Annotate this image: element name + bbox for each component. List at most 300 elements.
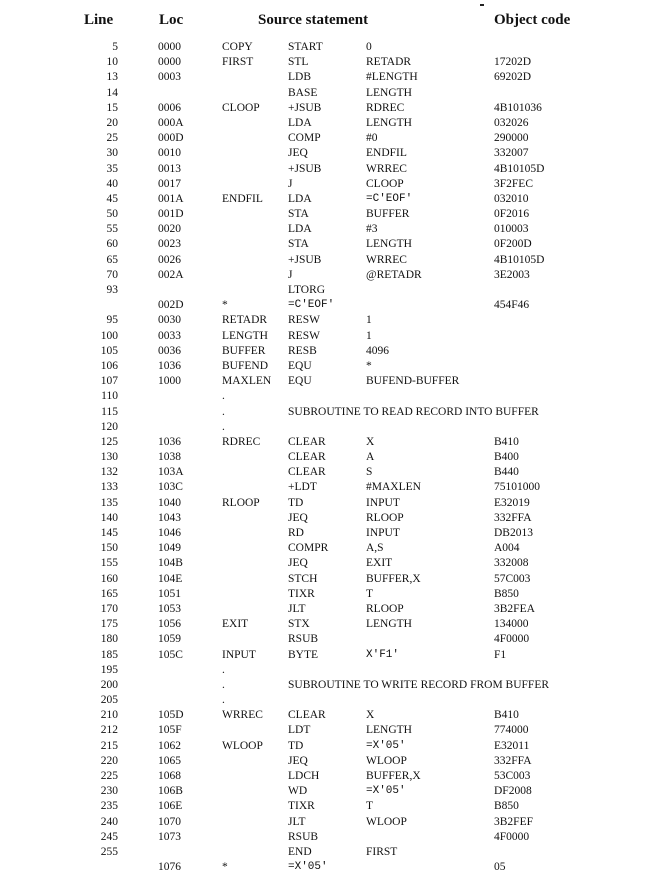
- line-number: 185: [100, 648, 118, 661]
- line-number: 130: [100, 451, 118, 464]
- opcode: WD: [288, 785, 308, 798]
- opcode: +JSUB: [288, 162, 322, 175]
- listing-row: [0, 830, 667, 845]
- operand: T: [366, 800, 374, 813]
- object-code: 4F0000: [494, 633, 530, 646]
- object-code: E32019: [494, 496, 530, 509]
- opcode: END: [288, 845, 312, 858]
- line-number: 20: [106, 116, 118, 129]
- line-number: 70: [106, 268, 118, 281]
- object-code: 032010: [494, 192, 529, 205]
- operand: A,S: [366, 542, 384, 555]
- opcode: LDA: [288, 116, 312, 129]
- location: 0023: [158, 238, 181, 251]
- listing-row: [0, 313, 667, 328]
- operand: LENGTH: [366, 238, 412, 251]
- operand: LENGTH: [366, 618, 412, 631]
- opcode: TD: [288, 496, 304, 509]
- line-number: 95: [106, 314, 118, 327]
- opcode: BASE: [288, 86, 318, 99]
- line-number: 150: [100, 542, 118, 555]
- object-code: E32011: [494, 739, 530, 752]
- opcode: RESW: [288, 329, 320, 342]
- opcode: BYTE: [288, 648, 319, 661]
- opcode: EQU: [288, 359, 312, 372]
- listing-row: [0, 450, 667, 465]
- opcode: J: [288, 268, 293, 281]
- listing-row: [0, 723, 667, 738]
- line-number: 60: [106, 238, 118, 251]
- operand: @RETADR: [366, 268, 422, 281]
- line-number: 170: [100, 602, 118, 615]
- line-number: 107: [100, 375, 118, 388]
- location: 1068: [158, 770, 181, 782]
- operand: 0: [366, 41, 372, 53]
- header-object-code: Object code: [494, 12, 571, 28]
- line-number: 5: [112, 41, 118, 53]
- line-number: 110: [101, 390, 118, 403]
- opcode: TIXR: [288, 800, 315, 813]
- listing-row: [0, 526, 667, 541]
- label: FIRST: [222, 56, 254, 69]
- operand: EXIT: [366, 557, 393, 570]
- listing-row: [0, 40, 667, 55]
- operand: BUFFER,X: [366, 770, 421, 782]
- object-code: 774000: [494, 724, 529, 737]
- line-number: 175: [100, 618, 118, 631]
- operand: X: [366, 435, 375, 448]
- location: 0010: [158, 147, 181, 160]
- operand: LENGTH: [366, 86, 412, 99]
- line-number: 200: [100, 678, 118, 691]
- object-code: DF2008: [494, 785, 532, 798]
- line-number: 40: [106, 177, 118, 190]
- object-code: 290000: [494, 132, 529, 145]
- object-code: 032026: [494, 116, 529, 129]
- opcode: RSUB: [288, 830, 319, 843]
- opcode: CLEAR: [288, 709, 326, 722]
- line-number: 155: [100, 557, 118, 570]
- location: 103A: [158, 466, 184, 479]
- line-number: 105: [100, 344, 118, 357]
- opcode: TIXR: [288, 587, 315, 600]
- listing-row: [0, 405, 667, 420]
- line-number: 93: [106, 284, 118, 296]
- opcode: EQU: [288, 375, 312, 388]
- object-code: 69202D: [494, 71, 532, 84]
- listing-row: [0, 222, 667, 237]
- line-number: 106: [100, 359, 118, 372]
- object-code: A004: [494, 542, 520, 555]
- object-code: DB2013: [494, 527, 533, 539]
- listing-row: [0, 86, 667, 101]
- opcode: CLEAR: [288, 451, 326, 464]
- line-number: 140: [100, 511, 118, 524]
- label: .: [222, 420, 225, 433]
- location: 1056: [158, 618, 181, 631]
- label: .: [222, 663, 225, 676]
- label: *: [222, 299, 228, 312]
- opcode: JEQ: [288, 557, 308, 570]
- listing-row: [0, 739, 667, 754]
- operand: #0: [366, 132, 378, 145]
- line-number: 225: [100, 770, 118, 782]
- listing-row: [0, 101, 667, 116]
- object-code: 05: [494, 861, 506, 874]
- location: 002A: [158, 268, 184, 281]
- line-number: 212: [100, 724, 118, 737]
- location: 106B: [158, 785, 183, 798]
- opcode: LTORG: [288, 284, 326, 296]
- object-code: B850: [494, 587, 519, 600]
- listing-row: [0, 298, 667, 313]
- location: 1040: [158, 496, 181, 509]
- operand: LENGTH: [366, 724, 412, 737]
- operand: CLOOP: [366, 177, 404, 190]
- listing-row: [0, 70, 667, 85]
- listing-row: [0, 359, 667, 374]
- object-code: 134000: [494, 618, 529, 631]
- opcode: STCH: [288, 572, 318, 585]
- location: 001D: [158, 208, 184, 221]
- listing-row: [0, 192, 667, 207]
- object-code: B440: [494, 466, 519, 479]
- location: 0006: [158, 101, 181, 114]
- listing-row: [0, 754, 667, 769]
- listing-row: [0, 632, 667, 647]
- line-number: 220: [100, 754, 118, 767]
- header-line: Line: [84, 12, 114, 28]
- opcode: SUBROUTINE TO READ RECORD INTO BUFFER: [288, 405, 539, 418]
- location: 1073: [158, 830, 181, 843]
- opcode: JLT: [288, 815, 306, 828]
- operand: BUFFER,X: [366, 572, 421, 585]
- operand: 1: [366, 329, 372, 342]
- line-number: 15: [106, 101, 118, 114]
- location: 0013: [158, 162, 181, 175]
- operand: LENGTH: [366, 116, 412, 129]
- opcode: LDB: [288, 71, 311, 84]
- listing-row: [0, 480, 667, 495]
- listing-row: [0, 784, 667, 799]
- object-code: 3B2FEF: [494, 815, 533, 828]
- line-number: 205: [100, 694, 118, 707]
- listing-row: [0, 329, 667, 344]
- opcode: =X'05': [288, 861, 328, 874]
- opcode: J: [288, 177, 293, 190]
- listing-row: [0, 465, 667, 480]
- line-number: 100: [100, 329, 118, 342]
- operand: RDREC: [366, 101, 405, 114]
- listing-row: [0, 496, 667, 511]
- label: RLOOP: [222, 496, 260, 509]
- object-code: 3E2003: [494, 268, 530, 281]
- object-code: 332007: [494, 147, 529, 160]
- operand: *: [366, 359, 372, 372]
- line-number: 215: [100, 739, 118, 752]
- listing-row: [0, 389, 667, 404]
- label: BUFEND: [222, 359, 269, 372]
- operand: WLOOP: [366, 815, 407, 828]
- line-number: 125: [100, 435, 118, 448]
- listing-row: [0, 602, 667, 617]
- listing-row: [0, 845, 667, 860]
- listing-row: [0, 435, 667, 450]
- object-code: B410: [494, 435, 519, 448]
- listing-row: [0, 617, 667, 632]
- line-number: 30: [106, 147, 118, 160]
- label: .: [222, 390, 225, 403]
- line-number: 210: [100, 709, 118, 722]
- listing-row: [0, 815, 667, 830]
- listing-row: [0, 678, 667, 693]
- listing-row: [0, 237, 667, 252]
- label: WRREC: [222, 709, 263, 722]
- operand: RLOOP: [366, 511, 404, 524]
- header-source-statement: Source statement: [258, 12, 369, 28]
- location: 103C: [158, 481, 183, 494]
- listing-row: [0, 55, 667, 70]
- location: 106E: [158, 800, 183, 813]
- location: 0020: [158, 223, 181, 236]
- opcode: COMP: [288, 132, 321, 145]
- opcode: STA: [288, 238, 309, 251]
- location: 0017: [158, 177, 181, 190]
- object-code: B850: [494, 800, 519, 813]
- location: 0036: [158, 344, 181, 357]
- operand: INPUT: [366, 496, 400, 509]
- object-code: 332FFA: [494, 511, 532, 524]
- location: 1049: [158, 542, 181, 555]
- object-code: 53C003: [494, 770, 531, 782]
- location: 104B: [158, 557, 183, 570]
- listing-row: [0, 799, 667, 814]
- opcode: RESB: [288, 344, 317, 357]
- opcode: JLT: [288, 602, 306, 615]
- line-number: 145: [100, 527, 118, 539]
- opcode: STL: [288, 56, 309, 69]
- location: 1059: [158, 633, 181, 646]
- program-listing: [0, 40, 667, 875]
- opcode: LDT: [288, 724, 311, 737]
- opcode: =C'EOF': [288, 299, 335, 312]
- opcode: SUBROUTINE TO WRITE RECORD FROM BUFFER: [288, 678, 550, 691]
- label: INPUT: [222, 648, 256, 661]
- object-code: 4B10105D: [494, 253, 545, 266]
- object-code: 0F200D: [494, 238, 532, 251]
- location: 002D: [158, 299, 184, 312]
- line-number: 55: [106, 223, 118, 236]
- opcode: JEQ: [288, 754, 308, 767]
- object-code: F1: [494, 648, 507, 661]
- label: CLOOP: [222, 101, 260, 114]
- label: .: [222, 678, 225, 691]
- operand: RLOOP: [366, 602, 404, 615]
- label: EXIT: [222, 618, 249, 631]
- label: RDREC: [222, 435, 261, 448]
- line-number: 45: [106, 192, 118, 205]
- listing-row: [0, 268, 667, 283]
- label: *: [222, 861, 228, 874]
- operand: BUFFER: [366, 208, 410, 221]
- object-code: B410: [494, 709, 519, 722]
- operand: 4096: [366, 344, 389, 357]
- listing-row: [0, 162, 667, 177]
- location: 105D: [158, 709, 184, 722]
- location: 1065: [158, 754, 181, 767]
- opcode: RD: [288, 527, 304, 539]
- object-code: 75101000: [494, 481, 540, 494]
- listing-row: [0, 420, 667, 435]
- listing-row: [0, 207, 667, 222]
- object-code: 3B2FEA: [494, 602, 535, 615]
- object-code: 332FFA: [494, 754, 532, 767]
- line-number: 165: [100, 587, 118, 600]
- location: 000A: [158, 116, 184, 129]
- line-number: 195: [100, 663, 118, 676]
- line-number: 135: [100, 496, 118, 509]
- label: BUFFER: [222, 344, 266, 357]
- location: 001A: [158, 192, 184, 205]
- operand: INPUT: [366, 527, 400, 539]
- operand: S: [366, 466, 373, 479]
- location: 0033: [158, 329, 181, 342]
- object-code: 454F46: [494, 299, 530, 312]
- label: ENDFIL: [222, 192, 263, 205]
- location: 1051: [158, 587, 181, 600]
- location: 0000: [158, 41, 181, 53]
- object-code: 4F0000: [494, 830, 530, 843]
- object-code: 3F2FEC: [494, 177, 533, 190]
- listing-row: [0, 769, 667, 784]
- opcode: CLEAR: [288, 435, 326, 448]
- line-number: 132: [100, 466, 118, 479]
- listing-row: [0, 511, 667, 526]
- label: COPY: [222, 41, 253, 53]
- location: 0030: [158, 314, 181, 327]
- line-number: 10: [106, 56, 118, 69]
- listing-row: [0, 177, 667, 192]
- location: 1036: [158, 435, 181, 448]
- opcode: STA: [288, 208, 309, 221]
- opcode: LDCH: [288, 770, 320, 782]
- location: 1036: [158, 359, 181, 372]
- scan-mark: [480, 4, 484, 6]
- line-number: 230: [100, 785, 118, 798]
- object-code: 0F2016: [494, 208, 530, 221]
- operand: =C'EOF': [366, 192, 413, 205]
- object-code: 4B10105D: [494, 162, 545, 175]
- opcode: LDA: [288, 192, 312, 205]
- listing-row: [0, 374, 667, 389]
- opcode: COMPR: [288, 542, 329, 555]
- location: 105C: [158, 648, 183, 661]
- location: 1070: [158, 815, 181, 828]
- line-number: 245: [100, 830, 118, 843]
- listing-row: [0, 283, 667, 298]
- location: 1046: [158, 527, 181, 539]
- listing-row: [0, 146, 667, 161]
- opcode: CLEAR: [288, 466, 326, 479]
- opcode: TD: [288, 739, 304, 752]
- operand: =X'05': [366, 785, 406, 798]
- operand: #LENGTH: [366, 71, 418, 84]
- location: 0000: [158, 56, 181, 69]
- listing-row: [0, 663, 667, 678]
- operand: #3: [366, 223, 378, 236]
- operand: T: [366, 587, 374, 600]
- label: WLOOP: [222, 739, 263, 752]
- listing-row: [0, 708, 667, 723]
- listing-row: [0, 648, 667, 663]
- opcode: STX: [288, 618, 310, 631]
- line-number: 13: [106, 71, 118, 84]
- operand: WLOOP: [366, 754, 407, 767]
- operand: X'F1': [366, 648, 400, 661]
- location: 104E: [158, 572, 183, 585]
- line-number: 180: [100, 633, 118, 646]
- location: 0003: [158, 71, 181, 84]
- label: RETADR: [222, 314, 268, 327]
- location: 1038: [158, 451, 181, 464]
- operand: X: [366, 709, 375, 722]
- listing-row: [0, 587, 667, 602]
- location: 105F: [158, 724, 182, 737]
- operand: 1: [366, 314, 372, 327]
- label: LENGTH: [222, 329, 268, 342]
- header-loc: Loc: [159, 12, 184, 28]
- object-code: 332008: [494, 557, 529, 570]
- opcode: RESW: [288, 314, 320, 327]
- opcode: LDA: [288, 223, 312, 236]
- line-number: 35: [106, 162, 118, 175]
- line-number: 25: [106, 132, 118, 145]
- location: 1053: [158, 602, 181, 615]
- label: .: [222, 405, 225, 418]
- location: 1000: [158, 375, 181, 388]
- listing-row: [0, 572, 667, 587]
- location: 1062: [158, 739, 181, 752]
- operand: ENDFIL: [366, 147, 407, 160]
- object-code: B400: [494, 451, 519, 464]
- operand: A: [366, 451, 375, 464]
- object-code: 57C003: [494, 572, 531, 585]
- object-code: 4B101036: [494, 101, 542, 114]
- line-number: 65: [106, 253, 118, 266]
- operand: WRREC: [366, 162, 407, 175]
- object-code: 010003: [494, 223, 529, 236]
- line-number: 133: [100, 481, 118, 494]
- opcode: +JSUB: [288, 253, 322, 266]
- location: 000D: [158, 132, 184, 145]
- listing-row: [0, 253, 667, 268]
- operand: #MAXLEN: [366, 481, 421, 494]
- opcode: JEQ: [288, 147, 308, 160]
- label: .: [222, 694, 225, 707]
- location: 0026: [158, 253, 181, 266]
- listing-row: [0, 116, 667, 131]
- opcode: +JSUB: [288, 101, 322, 114]
- operand: BUFEND-BUFFER: [366, 375, 460, 388]
- listing-row: [0, 556, 667, 571]
- line-number: 255: [100, 845, 118, 858]
- operand: WRREC: [366, 253, 407, 266]
- line-number: 120: [100, 420, 118, 433]
- opcode: +LDT: [288, 481, 317, 494]
- location: 1043: [158, 511, 181, 524]
- line-number: 115: [101, 405, 118, 418]
- object-code: 17202D: [494, 56, 532, 69]
